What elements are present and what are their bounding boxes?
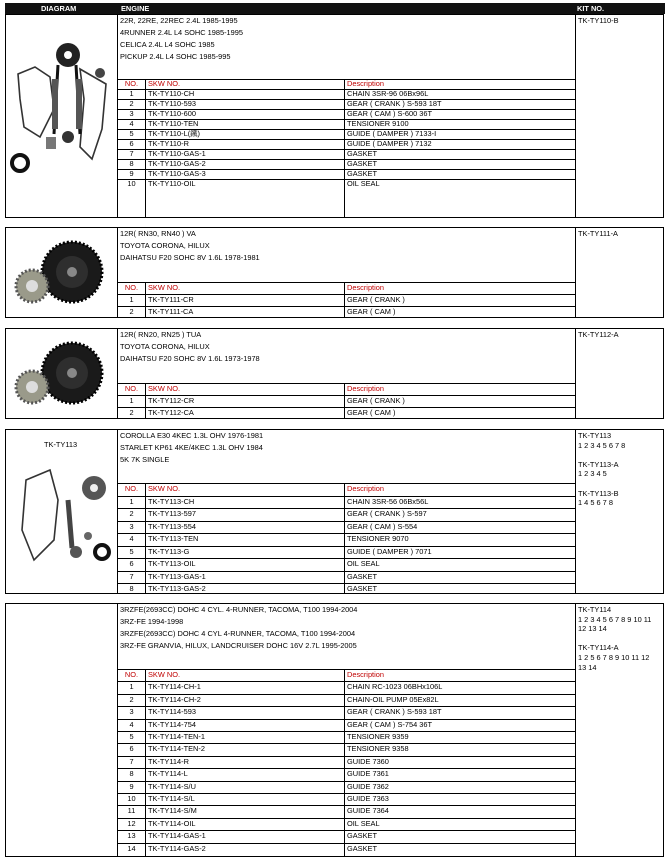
- cell-no: 13: [127, 831, 136, 841]
- cell-no: 1: [129, 496, 134, 506]
- cell-desc: GASKET: [347, 149, 377, 158]
- cell-no: 3: [129, 521, 134, 531]
- gear-set-diagram: [10, 238, 114, 312]
- cell-no: 4: [129, 534, 134, 543]
- cell-skw: TK-TY110-GAS-1: [148, 149, 206, 158]
- cell-no: 1: [129, 295, 134, 304]
- cell-no: 7: [129, 149, 134, 158]
- engine-line: DAIHATSU F20 SOHC 8V 1.6L 1973-1978: [120, 354, 260, 363]
- engine-line: DAIHATSU F20 SOHC 8V 1.6L 1978-1981: [120, 253, 260, 262]
- engine-line: 12R( RN30, RN40 ) VA: [120, 229, 196, 238]
- kit-number: 1 2 3 4 5 6 7 8 9 10 11: [578, 614, 652, 624]
- cell-skw: TK-TY114-S/M: [148, 806, 197, 816]
- cell-skw: TK-TY114-CH-1: [148, 682, 201, 692]
- divider: [145, 483, 146, 593]
- cell-desc: GASKET: [347, 843, 377, 853]
- divider: [145, 669, 146, 856]
- kit-number: TK-TY114-A: [578, 643, 619, 653]
- kit-number: 1 4 5 6 7 8: [578, 498, 613, 508]
- cell-no: 8: [129, 769, 134, 779]
- cell-no: 6: [129, 744, 134, 754]
- col-desc-header: Description: [347, 79, 384, 88]
- cell-no: 3: [129, 707, 134, 717]
- cell-desc: CHAIN 3SR-96 06Bx96L: [347, 89, 429, 98]
- cell-skw: TK-TY114-OIL: [148, 818, 196, 828]
- cell-desc: GASKET: [347, 571, 377, 581]
- cell-skw: TK-TY113-OIL: [148, 559, 196, 568]
- cell-no: 7: [129, 756, 134, 766]
- cell-no: 8: [129, 159, 134, 168]
- cell-desc: TENSIONER 9358: [347, 744, 409, 754]
- col-no-header: NO.: [124, 283, 139, 292]
- col-no-header: NO.: [124, 484, 139, 493]
- cell-desc: GUIDE 7360: [347, 756, 389, 766]
- kit-number: 12 13 14: [578, 624, 607, 634]
- cell-desc: GASKET: [347, 584, 377, 593]
- engine-line: 3RZ-FE 1994-1998: [120, 617, 184, 626]
- diagram-label: TK-TY113: [44, 440, 78, 449]
- col-no-header: NO.: [124, 79, 139, 88]
- engine-line: TOYOTA CORONA, HILUX: [120, 241, 210, 250]
- cell-skw: TK-TY114-GAS-1: [148, 831, 206, 841]
- cell-desc: GASKET: [347, 169, 377, 178]
- table-header: [5, 3, 665, 14]
- engine-line: 3RZ-FE GRANVIA, HILUX, LANDCRUISER DOHC 16V 2.7L 1995-2005: [120, 641, 357, 650]
- cell-desc: GEAR ( CRANK ) S-593 18T: [347, 99, 442, 108]
- cell-desc: GUIDE 7363: [347, 794, 389, 803]
- header-diagram: DIAGRAM: [41, 4, 77, 13]
- cell-skw: TK-TY112-CA: [148, 408, 194, 417]
- col-skw-header: SKW NO.: [148, 283, 181, 292]
- cell-skw: TK-TY110-CH: [148, 89, 195, 98]
- cell-skw: TK-TY114-S/U: [148, 781, 196, 791]
- cell-no: 1: [129, 682, 134, 692]
- cell-desc: GASKET: [347, 159, 377, 168]
- cell-skw: TK-TY110-OIL: [148, 179, 196, 188]
- cell-skw: TK-TY114-593: [148, 707, 196, 717]
- cell-desc: GEAR ( CAM ) S-554: [347, 521, 418, 531]
- divider: [145, 383, 146, 418]
- cell-desc: CHAIN 3SR-56 06Bx56L: [347, 496, 429, 506]
- cell-desc: TENSIONER 9100: [347, 119, 409, 128]
- divider: [344, 483, 345, 593]
- engine-line: 4RUNNER 2.4L L4 SOHC 1985-1995: [120, 28, 243, 37]
- col-skw-header: SKW NO.: [148, 670, 181, 679]
- col-no-header: NO.: [124, 670, 139, 679]
- cell-skw: TK-TY111-CR: [148, 295, 194, 304]
- col-skw-header: SKW NO.: [148, 384, 181, 393]
- cell-desc: GEAR ( CRANK ): [347, 396, 405, 405]
- kit-number: 1 2 3 4 5: [578, 469, 607, 479]
- divider: [344, 79, 345, 217]
- cell-skw: TK-TY113-GAS-1: [148, 571, 206, 581]
- cell-desc: GEAR ( CRANK ) S-597: [347, 509, 427, 518]
- cell-no: 10: [127, 794, 136, 803]
- timing-kit-diagram: [10, 39, 114, 179]
- cell-skw: TK-TY113-597: [148, 509, 196, 518]
- kit-number: TK-TY113: [578, 431, 612, 440]
- divider: [575, 228, 576, 317]
- cell-desc: GASKET: [347, 831, 377, 841]
- col-no-header: NO.: [124, 384, 139, 393]
- cell-desc: GUIDE 7364: [347, 806, 389, 816]
- cell-no: 6: [129, 139, 134, 148]
- cell-no: 1: [129, 89, 134, 98]
- cell-no: 8: [129, 584, 134, 593]
- kit-number: TK-TY110-B: [578, 16, 619, 25]
- cell-no: 7: [129, 571, 134, 581]
- col-skw-header: SKW NO.: [148, 484, 181, 493]
- cell-no: 14: [127, 843, 136, 853]
- cell-desc: GEAR ( CRANK ): [347, 295, 405, 304]
- header-kit-no: KIT NO.: [577, 4, 605, 13]
- kit-section-ty112: [5, 328, 664, 419]
- kit-number: 13 14: [578, 662, 597, 672]
- divider: [344, 282, 345, 317]
- cell-desc: OIL SEAL: [347, 559, 380, 568]
- cell-skw: TK-TY113-CH: [148, 496, 195, 506]
- cell-no: 2: [129, 509, 134, 518]
- cell-skw: TK-TY114-L: [148, 769, 188, 779]
- engine-line: 5K 7K SINGLE: [120, 455, 170, 464]
- cell-desc: TENSIONER 9070: [347, 534, 409, 543]
- cell-desc: OIL SEAL: [347, 179, 380, 188]
- kit-number: TK-TY112-A: [578, 330, 619, 339]
- cell-no: 9: [129, 781, 134, 791]
- cell-skw: TK-TY114-R: [148, 756, 189, 766]
- kit-number: 1 2 3 4 5 6 7 8: [578, 440, 626, 450]
- cell-no: 6: [129, 559, 134, 568]
- cell-no: 2: [129, 307, 134, 316]
- col-skw-header: SKW NO.: [148, 79, 181, 88]
- cell-no: 2: [129, 408, 134, 417]
- cell-skw: TK-TY110-TEN: [148, 119, 199, 128]
- cell-desc: GEAR ( CAM ) S-754 36T: [347, 719, 433, 729]
- divider: [575, 329, 576, 418]
- cell-no: 5: [129, 129, 134, 138]
- divider: [575, 430, 576, 593]
- cell-skw: TK-TY110-L(鐵): [148, 129, 201, 138]
- kit-number: 1 2 5 6 7 8 9 10 11 12: [578, 653, 650, 662]
- cell-no: 4: [129, 719, 134, 729]
- cell-no: 10: [127, 179, 136, 188]
- cell-desc: GUIDE ( DAMPER ) 7071: [347, 546, 432, 556]
- cell-skw: TK-TY114-GAS-2: [148, 843, 206, 853]
- cell-desc: GEAR ( CAM ): [347, 408, 396, 417]
- gear-set-diagram: [10, 339, 114, 413]
- kit-number: TK-TY113-A: [578, 459, 619, 469]
- cell-skw: TK-TY113-GAS-2: [148, 584, 206, 593]
- cell-desc: GEAR ( CAM ) S-600 36T: [347, 109, 433, 118]
- cell-skw: TK-TY114-TEN-1: [148, 732, 205, 741]
- engine-line: CELICA 2.4L L4 SOHC 1985: [120, 40, 215, 49]
- cell-desc: GEAR ( CAM ): [347, 307, 396, 316]
- kit-section-ty111: [5, 227, 664, 318]
- kit-number: TK-TY114: [578, 605, 612, 614]
- cell-no: 11: [127, 806, 136, 816]
- engine-line: PICKUP 2.4L L4 SOHC 1985-995: [120, 52, 231, 61]
- engine-line: STARLET KP61 4KE/4KEC 1.3L OHV 1984: [120, 443, 263, 452]
- cell-no: 12: [127, 818, 136, 828]
- cell-skw: TK-TY110-593: [148, 99, 196, 108]
- col-desc-header: Description: [347, 670, 384, 679]
- cell-skw: TK-TY114-CH-2: [148, 694, 201, 704]
- cell-skw: TK-TY114-754: [148, 719, 196, 729]
- cell-skw: TK-TY113-TEN: [148, 534, 199, 543]
- cell-desc: GUIDE ( DAMPER ) 7133-I: [347, 129, 437, 138]
- cell-no: 3: [129, 109, 134, 118]
- kit-section-ty113: [5, 429, 664, 594]
- cell-skw: TK-TY110-GAS-2: [148, 159, 206, 168]
- cell-desc: GUIDE ( DAMPER ) 7132: [347, 139, 432, 148]
- divider: [575, 604, 576, 856]
- kit-section-ty110: [5, 14, 664, 218]
- timing-kit-diagram: [14, 460, 114, 580]
- header-engine: ENGINE: [121, 4, 150, 13]
- col-desc-header: Description: [347, 384, 384, 393]
- kit-number: TK-TY111-A: [578, 229, 618, 238]
- cell-skw: TK-TY113-G: [148, 546, 190, 556]
- divider: [575, 15, 576, 217]
- kit-section-ty114: [5, 603, 664, 857]
- engine-line: COROLLA E30 4KEC 1.3L OHV 1976-1981: [120, 431, 264, 440]
- engine-line: 3RZFE(2693CC) DOHC 4 CYL. 4-RUNNER, TACOMA, T100 1994-2004: [120, 605, 358, 614]
- cell-skw: TK-TY113-554: [148, 521, 196, 531]
- cell-desc: GUIDE 7361: [347, 769, 389, 779]
- cell-no: 5: [129, 732, 134, 741]
- divider: [145, 79, 146, 217]
- engine-line: TOYOTA CORONA, HILUX: [120, 342, 210, 351]
- kit-number: TK-TY113-B: [578, 488, 619, 498]
- cell-desc: GUIDE 7362: [347, 781, 389, 791]
- col-desc-header: Description: [347, 484, 384, 493]
- cell-desc: GEAR ( CRANK ) S-593 18T: [347, 707, 442, 717]
- cell-skw: TK-TY114-TEN-2: [148, 744, 205, 754]
- cell-skw: TK-TY112-CR: [148, 396, 195, 405]
- divider: [344, 383, 345, 418]
- cell-no: 4: [129, 119, 134, 128]
- divider: [344, 669, 345, 856]
- cell-no: 1: [129, 396, 134, 405]
- cell-skw: TK-TY110-R: [148, 139, 189, 148]
- cell-no: 9: [129, 169, 134, 178]
- cell-desc: TENSIONER 9359: [347, 732, 409, 741]
- cell-desc: OIL SEAL: [347, 818, 380, 828]
- cell-no: 2: [129, 694, 134, 704]
- cell-no: 2: [129, 99, 134, 108]
- col-desc-header: Description: [347, 283, 384, 292]
- engine-line: 22R, 22RE, 22REC 2.4L 1985-1995: [120, 16, 238, 25]
- engine-line: 3RZFE(2693CC) DOHC 4 CYL 4-RUNNER, TACOMA, T100 1994-2004: [120, 629, 356, 638]
- cell-skw: TK-TY114-S/L: [148, 794, 195, 803]
- cell-skw: TK-TY110-GAS-3: [148, 169, 206, 178]
- engine-line: 12R( RN20, RN25 ) TUA: [120, 330, 202, 339]
- cell-skw: TK-TY111-CA: [148, 307, 194, 316]
- cell-no: 5: [129, 546, 134, 556]
- divider: [145, 282, 146, 317]
- cell-desc: CHAIN-OIL PUMP 05Ex82L: [347, 694, 439, 704]
- cell-desc: CHAIN RC-1023 06BHx106L: [347, 682, 443, 692]
- cell-skw: TK-TY110-600: [148, 109, 196, 118]
